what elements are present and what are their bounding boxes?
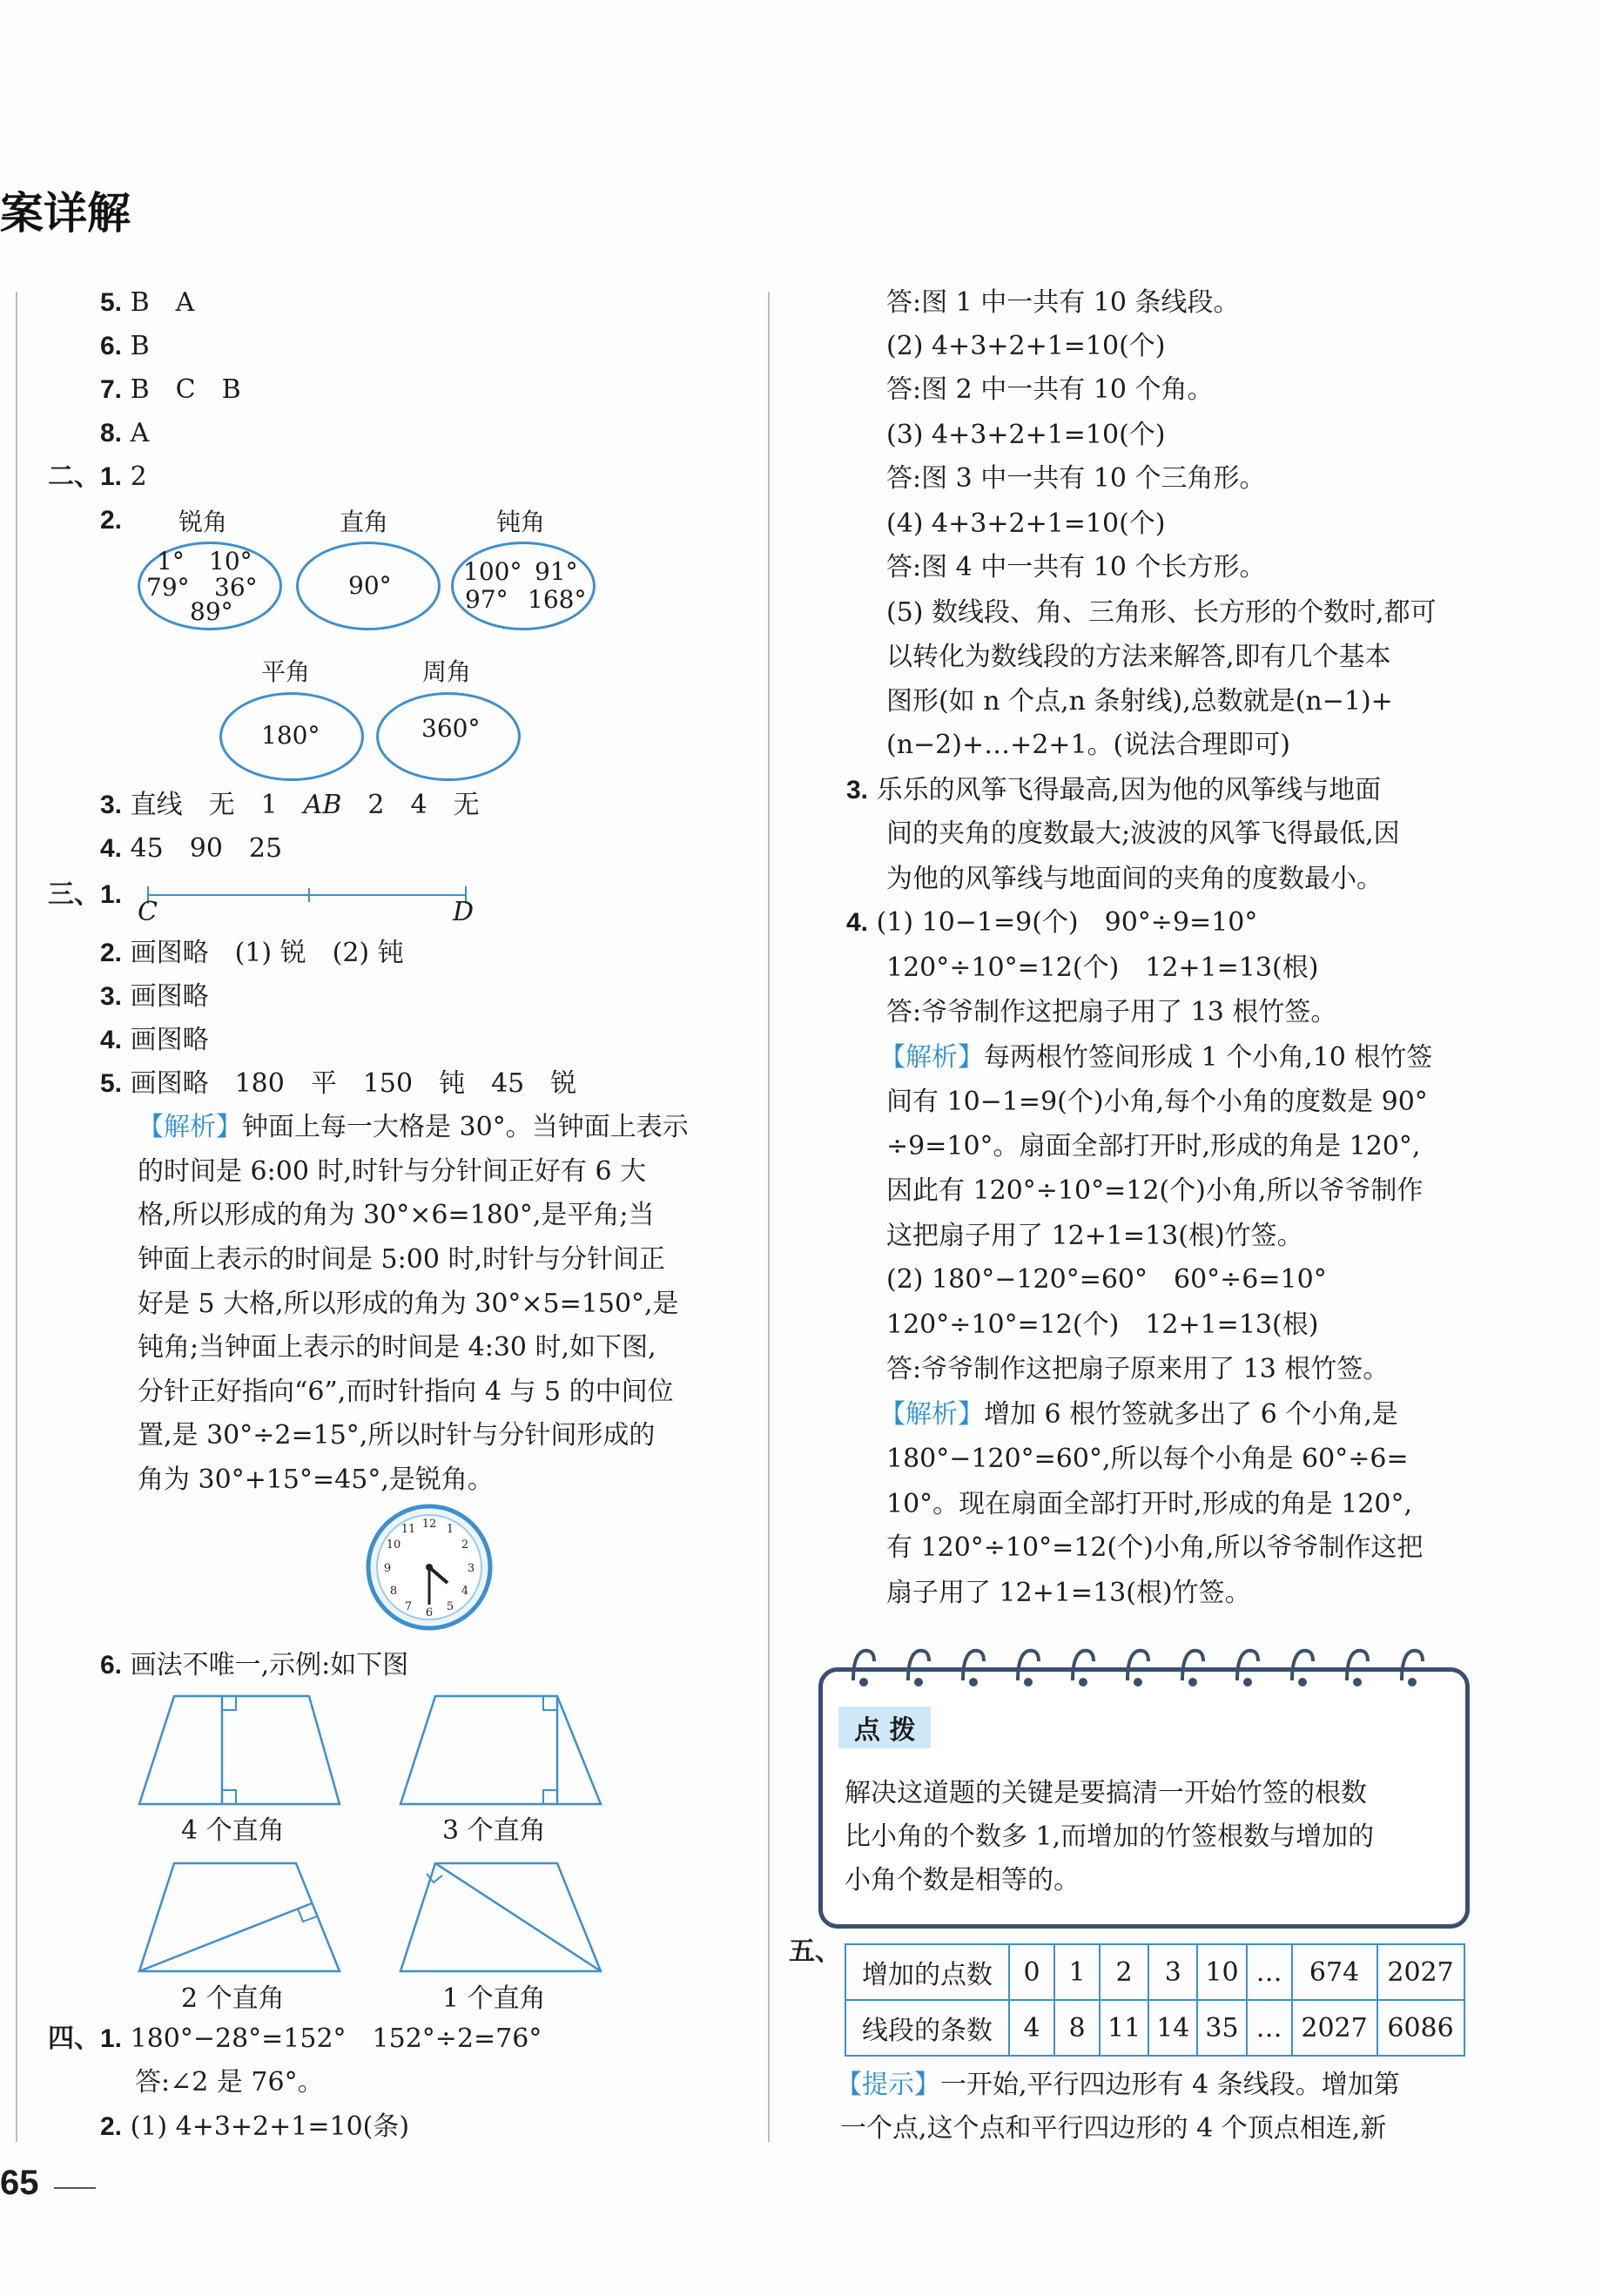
point-c: C (138, 897, 158, 927)
tip-note-card (818, 1667, 1470, 1929)
answer-4-2: 2. (1) 4+3+2+1=10(条) (100, 2111, 410, 2142)
acute-v4: 36° (214, 573, 258, 602)
answer-r4-2-line-1: 120°÷10°=12(个) 12+1=13(根) (886, 1310, 1319, 1340)
obtuse-v1: 100° (463, 557, 522, 586)
obtuse-v4: 168° (528, 585, 587, 614)
tip-note-title: 点 拨 (838, 1707, 931, 1748)
table-row (845, 2000, 1464, 2056)
clock-num-12: 12 (421, 1518, 437, 1531)
analysis-2-line-0: 【解析】每两根竹签间形成 1 个小角,10 根竹签 (879, 1042, 1433, 1073)
acute-v3: 79° (146, 573, 190, 602)
segment-cd (139, 879, 479, 914)
table-cell: 35 (1197, 2000, 1246, 2056)
tip-note-line-0: 解决这道题的关键是要搞清一开始竹签的根数 (845, 1778, 1367, 1808)
clock-num-2: 2 (461, 1539, 469, 1552)
caption-2-right: 2 个直角 (181, 1983, 285, 2014)
left-margin-rule (16, 292, 17, 2142)
tip-note-line-1: 比小角的个数多 1,而增加的竹签根数与增加的 (845, 1821, 1375, 1852)
answer-7: 7. B C B (100, 374, 241, 405)
clock-num-1: 1 (446, 1523, 454, 1536)
clock-num-3: 3 (467, 1562, 475, 1575)
answer-3-6: 6. 画法不唯一,示例:如下图 (100, 1650, 409, 1680)
point-d: D (453, 897, 475, 927)
answer-4-1-result: 答:∠2 是 76°。 (135, 2067, 324, 2097)
table-row (845, 1944, 1464, 2000)
analysis-2-line-1: 间有 10−1=9(个)小角,每个小角的度数是 90° (886, 1087, 1428, 1117)
right-line-5: (4) 4+3+2+1=10(个) (886, 508, 1166, 539)
clock-num-8: 8 (389, 1585, 398, 1598)
table-cell: … (1247, 1944, 1292, 2000)
right-line-9: 图形(如 n 个点,n 条射线),总数就是(n−1)+ (886, 686, 1393, 717)
clock-num-9: 9 (383, 1562, 392, 1575)
section-5-label: 五、 (789, 1937, 841, 1966)
acute-v1: 1° (157, 547, 185, 576)
clock-num-4: 4 (461, 1585, 469, 1598)
answer-2-3: 3. 直线 无 1 AB 2 4 无 (100, 790, 480, 820)
hint-line-0: 【提示】一开始,平行四边形有 4 条线段。增加第 (836, 2070, 1400, 2100)
answer-4-1: 四、1. 180°−28°=152° 152°÷2=76° (48, 2023, 542, 2054)
table-cell: 2027 (1377, 1944, 1464, 2000)
analysis-3-line-4: 扇子用了 12+1=13(根)竹签。 (886, 1578, 1251, 1608)
clock-num-10: 10 (386, 1539, 401, 1552)
clock-num-5: 5 (446, 1600, 454, 1613)
answer-r3-line-1: 间的夹角的度数最大;波波的风筝飞得最低,因 (886, 818, 1400, 849)
right-line-6: 答:图 4 中一共有 10 个长方形。 (886, 552, 1266, 582)
analysis-3-line-3: 有 120°÷10°=12(个)小角,所以爷爷制作这把 (886, 1532, 1424, 1563)
caption-1-right: 1 个直角 (442, 1983, 546, 2014)
table-cell: … (1247, 2000, 1292, 2056)
right-line-3: (3) 4+3+2+1=10(个) (886, 420, 1166, 450)
table-cell: 10 (1197, 1944, 1246, 2000)
table-cell: 4 (1009, 2000, 1054, 2056)
answer-3-1: 三、1. (48, 880, 123, 909)
answer-2-4: 4. 45 90 25 (100, 833, 283, 864)
analysis-3-line-0: 【解析】增加 6 根竹签就多出了 6 个小角,是 (879, 1399, 1398, 1430)
answer-3-4: 4. 画图略 (100, 1025, 209, 1055)
table-cell: 14 (1148, 2000, 1197, 2056)
page-number: 65 (0, 2164, 39, 2202)
table-cell: 6086 (1377, 2000, 1464, 2056)
table-cell: 11 (1100, 2000, 1148, 2056)
round-v1: 360° (421, 714, 481, 743)
caption-3-right: 3 个直角 (442, 1815, 546, 1846)
analysis-2-line-2: ÷9=10°。扇面全部打开时,形成的角是 120°, (886, 1131, 1421, 1161)
table-row-header: 增加的点数 (845, 1944, 1009, 2000)
table-cell: 8 (1054, 2000, 1100, 2056)
straight-v1: 180° (261, 721, 320, 750)
table-row-header: 线段的条数 (845, 2000, 1009, 2056)
hint-line-1: 一个点,这个点和平行四边形的 4 个顶点相连,新 (840, 2113, 1387, 2144)
answer-r3-line-0: 3. 乐乐的风筝飞得最高,因为他的风筝线与地面 (846, 775, 1382, 805)
table-cell: 0 (1009, 1944, 1054, 2000)
right-line-4: 答:图 3 中一共有 10 个三角形。 (886, 463, 1266, 494)
obtuse-v3: 97° (465, 585, 508, 614)
trapezoid-two-right-angles (131, 1856, 348, 1978)
acute-label: 锐角 (178, 508, 228, 536)
analysis-1-line-0: 【解析】钟面上每一大格是 30°。当钟面上表示 (138, 1112, 689, 1142)
notebook-rings (836, 1637, 1463, 1689)
table-cell: 1 (1054, 1944, 1100, 2000)
straight-label: 平角 (261, 657, 311, 686)
answer-3-5: 5. 画图略 180 平 150 钝 45 锐 (100, 1068, 577, 1099)
trapezoid-four-right-angles (131, 1689, 348, 1811)
table-cell: 2027 (1292, 2000, 1377, 2056)
caption-4-right: 4 个直角 (181, 1815, 285, 1846)
right-line-10: (n−2)+…+2+1。(说法合理即可) (886, 730, 1290, 760)
analysis-3-line-2: 10°。现在扇面全部打开时,形成的角是 120°, (886, 1489, 1413, 1519)
analysis-1-line-5: 钝角;当钟面上表示的时间是 4:30 时,如下图, (138, 1332, 656, 1363)
trapezoid-one-right-angle (392, 1856, 609, 1978)
clock-num-11: 11 (400, 1523, 416, 1536)
right-line-8: 以转化为数线段的方法来解答,即有几个基本 (886, 642, 1391, 672)
answer-r4-2-line-2: 答:爷爷制作这把扇子原来用了 13 根竹签。 (886, 1354, 1390, 1384)
right-v1: 90° (348, 571, 392, 600)
table-cell: 3 (1148, 1944, 1197, 2000)
clock-illustration (364, 1502, 495, 1633)
column-divider (768, 292, 770, 2142)
answer-3-3: 3. 画图略 (100, 981, 209, 1012)
analysis-2-line-3: 因此有 120°÷10°=12(个)小角,所以爷爷制作 (886, 1175, 1424, 1206)
answer-3-2: 2. 画图略 (1) 锐 (2) 钝 (100, 938, 404, 968)
answer-6: 6. B (100, 331, 150, 361)
analysis-3-line-1: 180°−120°=60°,所以每个小角是 60°÷6= (886, 1444, 1409, 1474)
analysis-1-line-8: 角为 30°+15°=45°,是锐角。 (138, 1464, 494, 1495)
analysis-1-line-1: 的时间是 6:00 时,时针与分针间正好有 6 大 (138, 1156, 647, 1187)
analysis-1-line-2: 格,所以形成的角为 30°×6=180°,是平角;当 (138, 1200, 655, 1230)
answer-r4-line-1: 120°÷10°=12(个) 12+1=13(根) (886, 953, 1319, 983)
answer-r4-line-0: 4. (1) 10−1=9(个) 90°÷9=10° (846, 907, 1258, 938)
points-segments-table (845, 1943, 1465, 2057)
table-cell: 2 (1100, 1944, 1148, 2000)
right-line-7: (5) 数线段、角、三角形、长方形的个数时,都可 (886, 597, 1437, 628)
obtuse-v2: 91° (535, 557, 578, 586)
table-cell: 674 (1292, 1944, 1377, 2000)
analysis-1-line-3: 钟面上表示的时间是 5:00 时,时针与分针间正 (138, 1244, 665, 1275)
answer-r3-line-2: 为他的风筝线与地面间的夹角的度数最小。 (886, 864, 1383, 894)
right-line-2: 答:图 2 中一共有 10 个角。 (886, 374, 1214, 405)
analysis-1-line-6: 分针正好指向“6”,而时针指向 4 与 5 的中间位 (138, 1377, 674, 1407)
right-label: 直角 (340, 508, 389, 536)
answer-5: 5. B A (100, 287, 195, 318)
page-title: 案详解 (0, 188, 131, 239)
analysis-2-line-4: 这把扇子用了 12+1=13(根)竹签。 (886, 1221, 1303, 1251)
acute-v2: 10° (209, 547, 252, 576)
answer-r4-2-line-0: (2) 180°−120°=60° 60°÷6=10° (886, 1264, 1327, 1295)
page-number-rule (54, 2187, 96, 2189)
right-line-0: 答:图 1 中一共有 10 条线段。 (886, 287, 1240, 318)
analysis-1-line-7: 置,是 30°÷2=15°,所以时针与分针间形成的 (138, 1420, 656, 1451)
clock-num-7: 7 (404, 1600, 413, 1613)
clock-num-6: 6 (425, 1606, 434, 1619)
answer-r4-line-2: 答:爷爷制作这把扇子用了 13 根竹签。 (886, 997, 1337, 1027)
answer-2-1: 二、1. 2 (48, 461, 147, 492)
trapezoid-three-right-angles (392, 1689, 609, 1811)
obtuse-label: 钝角 (496, 508, 546, 536)
right-line-1: (2) 4+3+2+1=10(个) (886, 331, 1166, 361)
answer-2-2-num: 2. (100, 506, 123, 535)
tip-note-line-2: 小角个数是相等的。 (845, 1865, 1080, 1895)
answer-8: 8. A (100, 418, 150, 448)
analysis-1-line-4: 好是 5 大格,所以形成的角为 30°×5=150°,是 (138, 1289, 679, 1319)
round-label: 周角 (422, 657, 472, 686)
acute-v5: 89° (190, 597, 233, 626)
